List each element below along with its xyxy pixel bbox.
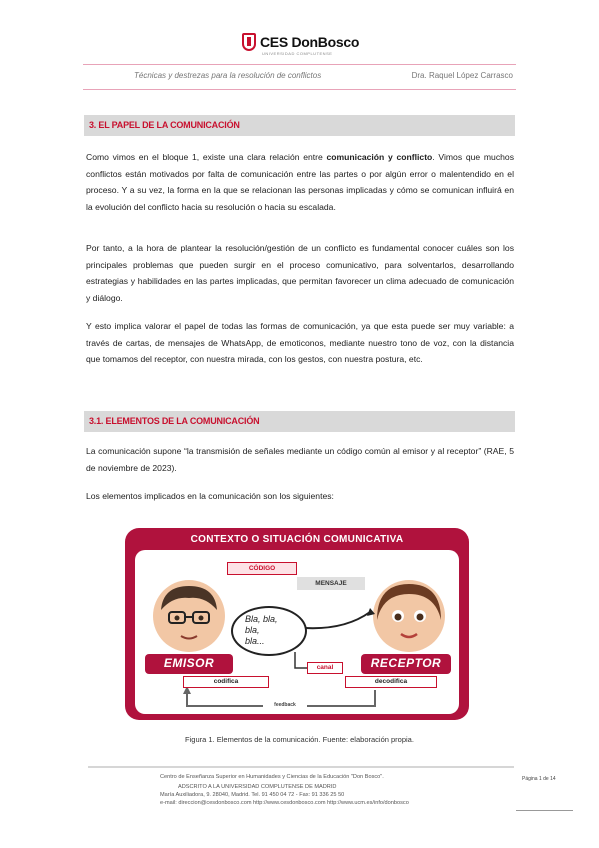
footer-line-1: Centro de Enseñanza Superior en Humanidades y Ciencias de la Educación "Don Bosco".: [160, 774, 384, 780]
section-3-1-paragraph-2: Los elementos implicados en la comunicación son los siguientes:: [86, 491, 334, 501]
header-author: Dra. Raquel López Carrasco: [411, 71, 513, 80]
page-number: Página 1 de 14: [522, 776, 556, 782]
footer-rule: [88, 766, 514, 768]
communication-arrows: [135, 550, 459, 714]
ces-donbosco-logo: [242, 33, 359, 51]
canal-label: canal: [307, 662, 343, 674]
decodifica-label: decodifica: [345, 676, 437, 688]
footer-line-3: María Auxiliadora, 9. 28040, Madrid. Tel. 91 450 04 72 - Fax: 91 336 25 50: [160, 792, 345, 798]
section-3-heading: 3. EL PAPEL DE LA COMUNICACIÓN: [84, 115, 515, 136]
header-rule-bottom: [83, 89, 516, 90]
figure-title: CONTEXTO O SITUACIÓN COMUNICATIVA: [190, 534, 404, 545]
communication-figure: [125, 528, 469, 720]
mensaje-label: MENSAJE: [297, 577, 365, 590]
header-rule-top: [83, 64, 516, 65]
figure-caption: Figura 1. Elementos de la comunicación. Fuente: elaboración propia.: [185, 735, 414, 744]
page-number-rule: [516, 810, 573, 811]
speech-bubble-text: Bla, bla, bla, bla...: [245, 614, 278, 646]
figure-panel: [135, 550, 459, 714]
codigo-label: CÓDIGO: [227, 562, 297, 575]
feedback-label: feedback: [263, 701, 307, 710]
footer-line-4: e-mail: direccion@cesdonbosco.com http://www.cesdonbosco.com http://www.ucm.es/info/donbosco: [160, 800, 409, 806]
header-course-title: Técnicas y destrezas para la resolución de conflictos: [134, 71, 322, 80]
logo-subtitle: UNIVERSIDAD COMPLUTENSE: [262, 51, 333, 56]
section-3-paragraph-1: Como vimos en el bloque 1, existe una clara relación entre comunicación y conflicto. Vimos que muchos conflictos están motivados por falta de comunicación entre las partes o por algún error o malentendido en el proceso. Y a su vez, la forma en la que se relacionan las personas implicadas y cómo se comunican influirá en la evolución del conflicto hacia su resolución o hacia su escalada.: [86, 152, 514, 212]
codifica-label: codifica: [183, 676, 269, 688]
section-3-1-heading: 3.1. ELEMENTOS DE LA COMUNICACIÓN: [84, 411, 515, 432]
logo-text: CES DonBosco: [260, 34, 360, 50]
footer-line-2: ADSCRITO A LA UNIVERSIDAD COMPLUTENSE DE MADRID: [178, 784, 337, 790]
emisor-label: EMISOR: [163, 656, 215, 670]
section-3-paragraph-2: Por tanto, a la hora de plantear la resolución/gestión de un conflicto es fundamental conocer cuáles son los principales problemas que pueden surgir en el proceso comunicativo, para solventarlos, desarrollando estrategias y habilidades en las partes implicadas, que permitan favorecer un clima adecuado de comunicación y diálogo.: [86, 243, 514, 303]
receptor-label: RECEPTOR: [370, 656, 442, 670]
shield-icon: [242, 33, 256, 51]
section-3-1-paragraph-1: La comunicación supone “la transmisión de señales mediante un código común al emisor y al receptor” (RAE, 5 de noviembre de 2023).: [86, 446, 514, 473]
section-3-paragraph-3: Y esto implica valorar el papel de todas las formas de comunicación, ya que esta puede ser muy variable: a través de cartas, de mensajes de WhatsApp, de emoticonos, mediante nuestro tono de voz, con la distancia que tomamos del receptor, con nuestra mirada, con los gestos, con nuestra postura, etc.: [86, 321, 514, 365]
